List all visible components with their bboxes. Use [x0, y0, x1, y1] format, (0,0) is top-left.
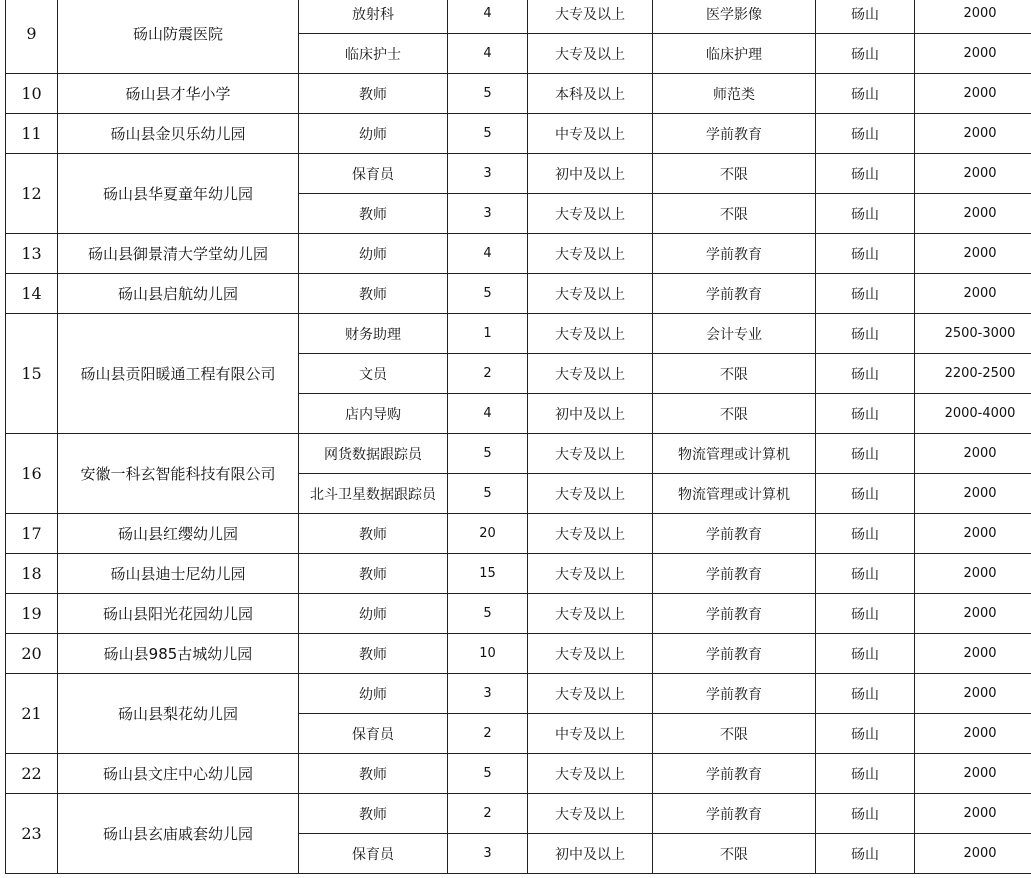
count-cell: 2 — [448, 794, 528, 834]
education-cell: 大专及以上 — [528, 314, 653, 354]
location-cell: 砀山 — [816, 74, 915, 114]
employer-cell: 砀山县金贝乐幼儿园 — [58, 114, 299, 154]
table-row — [6, 754, 1031, 794]
count-cell: 5 — [448, 754, 528, 794]
location-cell: 砀山 — [816, 794, 915, 834]
major-cell: 不限 — [653, 714, 816, 754]
table-row — [6, 234, 1031, 274]
position-cell: 保育员 — [299, 834, 448, 874]
salary-cell: 2200-2500 — [915, 354, 1031, 394]
salary-cell: 2000 — [915, 274, 1031, 314]
major-cell: 不限 — [653, 354, 816, 394]
count-cell: 4 — [448, 234, 528, 274]
education-cell: 大专及以上 — [528, 234, 653, 274]
education-cell: 大专及以上 — [528, 794, 653, 834]
position-cell: 店内导购 — [299, 394, 448, 434]
table-row — [6, 514, 1031, 554]
count-cell: 15 — [448, 554, 528, 594]
count-cell: 5 — [448, 114, 528, 154]
location-cell: 砀山 — [816, 234, 915, 274]
position-cell: 教师 — [299, 754, 448, 794]
table-body — [6, 0, 1031, 874]
row-number-cell: 16 — [6, 434, 58, 514]
count-cell: 3 — [448, 154, 528, 194]
major-cell: 不限 — [653, 834, 816, 874]
position-cell: 北斗卫星数据跟踪员 — [299, 474, 448, 514]
table-row — [6, 0, 1031, 34]
row-number-cell: 20 — [6, 634, 58, 674]
position-cell: 财务助理 — [299, 314, 448, 354]
major-cell: 物流管理或计算机 — [653, 474, 816, 514]
location-cell: 砀山 — [816, 154, 915, 194]
count-cell: 3 — [448, 194, 528, 234]
table-row — [6, 674, 1031, 714]
row-number-cell: 15 — [6, 314, 58, 434]
position-cell: 临床护士 — [299, 34, 448, 74]
education-cell: 大专及以上 — [528, 474, 653, 514]
major-cell: 学前教育 — [653, 674, 816, 714]
table-row — [6, 554, 1031, 594]
major-cell: 会计专业 — [653, 314, 816, 354]
location-cell: 砀山 — [816, 634, 915, 674]
position-cell: 教师 — [299, 74, 448, 114]
salary-cell: 2000-4000 — [915, 394, 1031, 434]
count-cell: 2 — [448, 354, 528, 394]
education-cell: 大专及以上 — [528, 754, 653, 794]
salary-cell: 2000 — [915, 554, 1031, 594]
employer-cell: 砀山县阳光花园幼儿园 — [58, 594, 299, 634]
major-cell: 医学影像 — [653, 0, 816, 34]
table-row — [6, 114, 1031, 154]
salary-cell: 2000 — [915, 194, 1031, 234]
salary-cell: 2000 — [915, 114, 1031, 154]
employer-cell: 砀山县启航幼儿园 — [58, 274, 299, 314]
count-cell: 20 — [448, 514, 528, 554]
major-cell: 学前教育 — [653, 114, 816, 154]
table-row — [6, 594, 1031, 634]
row-number-cell: 17 — [6, 514, 58, 554]
major-cell: 不限 — [653, 154, 816, 194]
education-cell: 大专及以上 — [528, 194, 653, 234]
count-cell: 5 — [448, 74, 528, 114]
position-cell: 教师 — [299, 274, 448, 314]
location-cell: 砀山 — [816, 34, 915, 74]
education-cell: 中专及以上 — [528, 714, 653, 754]
education-cell: 初中及以上 — [528, 154, 653, 194]
employer-cell: 砀山县985古城幼儿园 — [58, 634, 299, 674]
major-cell: 学前教育 — [653, 234, 816, 274]
table-row — [6, 794, 1031, 834]
table-row — [6, 74, 1031, 114]
major-cell: 临床护理 — [653, 34, 816, 74]
count-cell: 3 — [448, 674, 528, 714]
major-cell: 物流管理或计算机 — [653, 434, 816, 474]
employer-cell: 砀山县迪士尼幼儿园 — [58, 554, 299, 594]
row-number-cell: 9 — [6, 0, 58, 74]
major-cell: 学前教育 — [653, 554, 816, 594]
location-cell: 砀山 — [816, 0, 915, 34]
location-cell: 砀山 — [816, 194, 915, 234]
row-number-cell: 23 — [6, 794, 58, 874]
education-cell: 大专及以上 — [528, 434, 653, 474]
position-cell: 教师 — [299, 554, 448, 594]
location-cell: 砀山 — [816, 714, 915, 754]
location-cell: 砀山 — [816, 834, 915, 874]
education-cell: 初中及以上 — [528, 394, 653, 434]
major-cell: 学前教育 — [653, 514, 816, 554]
count-cell: 4 — [448, 0, 528, 34]
table-row — [6, 274, 1031, 314]
position-cell: 教师 — [299, 514, 448, 554]
count-cell: 5 — [448, 594, 528, 634]
position-cell: 保育员 — [299, 154, 448, 194]
major-cell: 学前教育 — [653, 634, 816, 674]
education-cell: 本科及以上 — [528, 74, 653, 114]
major-cell: 学前教育 — [653, 754, 816, 794]
position-cell: 保育员 — [299, 714, 448, 754]
education-cell: 大专及以上 — [528, 554, 653, 594]
location-cell: 砀山 — [816, 354, 915, 394]
employer-cell: 砀山县华夏童年幼儿园 — [58, 154, 299, 234]
job-listing-table — [5, 0, 1031, 874]
salary-cell: 2000 — [915, 794, 1031, 834]
location-cell: 砀山 — [816, 594, 915, 634]
employer-cell: 砀山县才华小学 — [58, 74, 299, 114]
education-cell: 大专及以上 — [528, 634, 653, 674]
major-cell: 学前教育 — [653, 794, 816, 834]
salary-cell: 2000 — [915, 154, 1031, 194]
salary-cell: 2000 — [915, 34, 1031, 74]
salary-cell: 2000 — [915, 754, 1031, 794]
count-cell: 2 — [448, 714, 528, 754]
salary-cell: 2000 — [915, 594, 1031, 634]
count-cell: 4 — [448, 34, 528, 74]
count-cell: 4 — [448, 394, 528, 434]
location-cell: 砀山 — [816, 314, 915, 354]
row-number-cell: 21 — [6, 674, 58, 754]
row-number-cell: 22 — [6, 754, 58, 794]
location-cell: 砀山 — [816, 674, 915, 714]
salary-cell: 2000 — [915, 74, 1031, 114]
employer-cell: 砀山县梨花幼儿园 — [58, 674, 299, 754]
row-number-cell: 14 — [6, 274, 58, 314]
position-cell: 放射科 — [299, 0, 448, 34]
education-cell: 大专及以上 — [528, 34, 653, 74]
location-cell: 砀山 — [816, 754, 915, 794]
row-number-cell: 11 — [6, 114, 58, 154]
position-cell: 网货数据跟踪员 — [299, 434, 448, 474]
count-cell: 1 — [448, 314, 528, 354]
employer-cell: 砀山防震医院 — [58, 0, 299, 74]
position-cell: 教师 — [299, 794, 448, 834]
employer-cell: 砀山县玄庙戚套幼儿园 — [58, 794, 299, 874]
salary-cell: 2000 — [915, 434, 1031, 474]
count-cell: 5 — [448, 434, 528, 474]
major-cell: 师范类 — [653, 74, 816, 114]
education-cell: 中专及以上 — [528, 114, 653, 154]
salary-cell: 2000 — [915, 834, 1031, 874]
row-number-cell: 13 — [6, 234, 58, 274]
count-cell: 10 — [448, 634, 528, 674]
position-cell: 幼师 — [299, 674, 448, 714]
location-cell: 砀山 — [816, 554, 915, 594]
education-cell: 大专及以上 — [528, 594, 653, 634]
position-cell: 文员 — [299, 354, 448, 394]
education-cell: 大专及以上 — [528, 0, 653, 34]
location-cell: 砀山 — [816, 434, 915, 474]
major-cell: 学前教育 — [653, 594, 816, 634]
employer-cell: 砀山县文庄中心幼儿园 — [58, 754, 299, 794]
count-cell: 3 — [448, 834, 528, 874]
major-cell: 学前教育 — [653, 274, 816, 314]
education-cell: 初中及以上 — [528, 834, 653, 874]
major-cell: 不限 — [653, 194, 816, 234]
row-number-cell: 18 — [6, 554, 58, 594]
count-cell: 5 — [448, 274, 528, 314]
employer-cell: 砀山县御景清大学堂幼儿园 — [58, 234, 299, 274]
employer-cell: 安徽一科玄智能科技有限公司 — [58, 434, 299, 514]
employer-cell: 砀山县红缨幼儿园 — [58, 514, 299, 554]
row-number-cell: 19 — [6, 594, 58, 634]
salary-cell: 2000 — [915, 474, 1031, 514]
salary-cell: 2000 — [915, 714, 1031, 754]
salary-cell: 2000 — [915, 674, 1031, 714]
education-cell: 大专及以上 — [528, 674, 653, 714]
salary-cell: 2000 — [915, 234, 1031, 274]
employer-cell: 砀山县贡阳暖通工程有限公司 — [58, 314, 299, 434]
position-cell: 幼师 — [299, 234, 448, 274]
location-cell: 砀山 — [816, 274, 915, 314]
salary-cell: 2500-3000 — [915, 314, 1031, 354]
education-cell: 大专及以上 — [528, 354, 653, 394]
salary-cell: 2000 — [915, 0, 1031, 34]
salary-cell: 2000 — [915, 634, 1031, 674]
position-cell: 教师 — [299, 194, 448, 234]
education-cell: 大专及以上 — [528, 274, 653, 314]
table-row — [6, 154, 1031, 194]
location-cell: 砀山 — [816, 394, 915, 434]
table-row — [6, 434, 1031, 474]
row-number-cell: 10 — [6, 74, 58, 114]
table-row — [6, 314, 1031, 354]
location-cell: 砀山 — [816, 514, 915, 554]
count-cell: 5 — [448, 474, 528, 514]
position-cell: 幼师 — [299, 594, 448, 634]
salary-cell: 2000 — [915, 514, 1031, 554]
location-cell: 砀山 — [816, 114, 915, 154]
position-cell: 教师 — [299, 634, 448, 674]
location-cell: 砀山 — [816, 474, 915, 514]
position-cell: 幼师 — [299, 114, 448, 154]
table-row — [6, 634, 1031, 674]
major-cell: 不限 — [653, 394, 816, 434]
education-cell: 大专及以上 — [528, 514, 653, 554]
row-number-cell: 12 — [6, 154, 58, 234]
